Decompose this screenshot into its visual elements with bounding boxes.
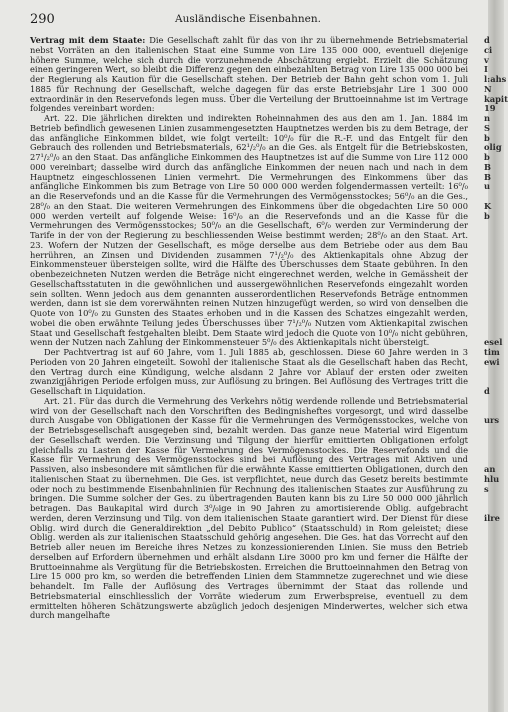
- margin-fragment: [484, 582, 504, 592]
- margin-fragment: [484, 524, 504, 534]
- margin-fragment: [484, 299, 504, 309]
- margin-fragment: an: [484, 464, 496, 474]
- page-number: 290: [30, 12, 55, 27]
- margin-fragment: [484, 641, 504, 651]
- margin-fragment: s: [484, 483, 489, 494]
- margin-fragment: ilre: [484, 512, 500, 523]
- margin-fragment: [484, 368, 504, 378]
- margin-fragment: esel: [484, 337, 503, 348]
- margin-fragment: [484, 270, 504, 280]
- margin-fragment: l:ahs: [484, 74, 507, 84]
- margin-fragment: ci: [484, 44, 493, 55]
- margin-fragment: n: [484, 113, 491, 123]
- margin-fragment: I: [484, 64, 488, 75]
- margin-fragment: urs: [484, 415, 500, 426]
- margin-fragment: [484, 397, 504, 407]
- margin-fragment: ewi: [484, 356, 500, 367]
- paragraph-lease-term: Der Pachtvertrag ist auf 60 Jahre, vom 1. Juli 1885 ab, geschlossen. Diese 60 Jahre werden in 3 Perioden von 20 Jahren eingeteilt. Sowohl der italienische Staat als die Gesellschaft haben das Recht, den Vertrag durch eine Kündigung, welche alsdann 2 Jahre vor Ablauf der ersten oder zweiten zwanzigjährigen Periode erfolgen muss, zur Auflösung zu bringen. Bei Auflösung des Vertrages tritt die Gesellschaft in Liquidation.: [30, 347, 468, 396]
- margin-fragment: hlu: [484, 473, 500, 484]
- margin-fragment: b: [484, 152, 490, 162]
- margin-fragment: [484, 280, 504, 290]
- margin-fragment: [484, 436, 504, 446]
- margin-fragment: [484, 621, 504, 631]
- margin-fragment: v: [484, 54, 489, 65]
- margin-fragment: [484, 602, 504, 612]
- margin-fragment: [484, 221, 504, 231]
- margin-fragment: [484, 543, 504, 553]
- margin-fragment: u: [484, 181, 491, 192]
- page-header: [30, 12, 466, 28]
- margin-fragment: b: [484, 210, 490, 221]
- margin-fragment: [484, 260, 504, 270]
- page-body: [30, 36, 468, 621]
- margin-fragment: B: [484, 161, 492, 172]
- margin-fragment: K: [484, 200, 492, 211]
- margin-fragment: d: [484, 35, 490, 45]
- adjacent-page-margin: [484, 35, 508, 680]
- margin-fragment: [484, 572, 504, 582]
- margin-fragment: [484, 611, 504, 621]
- margin-fragment: [484, 660, 504, 670]
- contract-text: Die Gesellschaft zahlt für das von ihr zu übernehmende Betriebsmaterial nebst Vorräten an den italienischen Staat eine Summe von Lire 135 000 000, eventuell diejenige höhere Summe, welche sich durch die vorzunehmende Abschätzung ergiebt. Erzielt die Schätzung einen geringeren Wert, so bleibt die Differenz gegen den einbezahlten Betrag von Lire 135 000 000 bei der Regierung als Kaution für die Gesellschaft stehen. Der Betrieb der Bahn geht schon vom 1. Juli 1885 für Rechnung der Gesellschaft, welche dagegen für das erste Betriebsjahr Lire 1 300 000 extraordinär in den Reservefonds legen muss. Über die Verteilung der Bruttoeinnahme ist im Vertrage folgendes vereinbart worden:: [30, 35, 469, 114]
- margin-fragment: [484, 290, 504, 300]
- paragraph-art-22: Art. 22. Die jährlichen direkten und indirekten Roheinnahmen des aus den am 1. Jan. 1884 im Betrieb befindlich gewesenen Linien zusammengesetzten Hauptnetzes werden bis zu dem Betrage, der das anfängliche Einkommen bildet, wie folgt verteilt: 10⁰/₀ für die R.-F. und das Entgelt für den Gebrauch des rollenden und Betriebsmaterials, 62¹/₂⁰/₀ an die Ges. als Entgelt für die Betriebskosten, 27¹/₂⁰/₀ an den Staat. Das anfängliche Einkommen des Hauptnetzes ist auf die Summe von Lire 112 000 000 vereinbart; dasselbe wird durch das anfängliche Einkommen der neuen nach und nach in dem Hauptnetz eingeschlossenen Linien vermehrt. Die Vermehrungen des Einkommens über das anfängliche Einkommen bis zum Betrage von Lire 50 000 000 werden folgendermassen verteilt: 16⁰/₀ an die Reservefonds und an die Kasse für die Vermehrungen des Vermögensstockes; 56⁰/₀ an die Ges., 28⁰/₀ an den Staat. Die weiteren Vermehrungen des Einkommens über die obgedachten Lire 50 000 000 werden verteilt auf folgende Weise: 16⁰/₀ an die Reservefonds und an die Kasse für die Vermehrungen des Vermögensstockes; 50⁰/₀ an die Gesellschaft, 6⁰/₀ werden zur Verminderung der Tarife in der von der Regierung zu beschliessenden Weise bestimmt werden; 28⁰/₀ an den Staat. Art. 23. Wofern der Nutzen der Gesellschaft, es möge derselbe aus dem Betriebe oder aus dem Bau herrühren, an Zinsen und Dividenden zusammen 7¹/₂⁰/₀ des Aktienkapitals ohne Abzug der Einkommensteuer übersteigen sollte, wird die Hälfte des Überschusses dem Staate gebühren. In den obenbezeichneten Nutzen werden die Beträge nicht eingerechnet werden, welche in Gemässheit der Gesellschaftsstatuten in die gewöhnlichen und aussergewöhnlichen Reservefonds eingezahlt worden sein sollten. Wenn jedoch aus dem genannten ausserordentlichen Reservefonds Beträge entnommen werden, dann ist sie dem vorerwähnten reinen Nutzen hinzugefügt werden, so wird von denselben die Quote von 10⁰/₀ zu Gunsten des Staates erhoben und in die Kassen des Schatzes eingezahlt werden, wobei die oben erwähnte Teilung jedes Überschusses über 7¹/₂⁰/₀ Nutzen vom Aktienkapital zwischen Staat und Gesellschaft festgehalten bleibt. Dem Staate wird jedoch die Quote von 10⁰/₀ nicht gebühren, wenn der Nutzen nach Zahlung der Einkommensteuer 5⁰/₀ des Aktienkapitals nicht übersteigt.: [30, 113, 468, 348]
- margin-fragment: [484, 241, 504, 251]
- margin-fragment: [484, 670, 504, 680]
- margin-fragment: N: [484, 83, 492, 94]
- paragraph-contract: [30, 36, 468, 114]
- margin-fragment: [484, 309, 504, 319]
- margin-fragment: [484, 319, 504, 329]
- margin-fragment: olig: [484, 142, 502, 153]
- margin-fragment: b: [484, 132, 490, 143]
- margin-fragment: 19: [484, 103, 496, 114]
- margin-fragment: [484, 650, 504, 660]
- margin-fragment: kapit: [484, 93, 508, 104]
- margin-fragment: [484, 553, 504, 563]
- running-title: Ausländische Eisenbahnen.: [175, 13, 321, 25]
- margin-fragment: d: [484, 386, 490, 396]
- margin-fragment: [484, 231, 504, 241]
- margin-fragment: S: [484, 122, 490, 133]
- margin-fragment: [484, 426, 504, 436]
- paragraph-art-21: Art. 21. Für das durch die Vermehrung des Verkehrs nötig werdende rollende und Betriebsmaterial wird von der Gesellschaft nach den Vorschriften des Bedingnisheftes vorgesorgt, und wird dasselbe durch Ausgabe von Obligationen der Kasse für die Vermehrungen des Vermögensstockes, welche von der Betriebsgesellschaft ausgegeben sind, bezahlt werden. Das ganze neue Material wird Eigentum der Gesellschaft werden. Die Verzinsung und Tilgung der hierfür emittierten Obligationen erfolgt gleichfalls zu Lasten der Kasse für Vermehrung des Vermögensstockes. Die Reservefonds und die Kasse für Vermehrung des Vermögensstockes sind bei Auflösung des Vertrages mit Aktiven und Passiven, also insbesondere mit sämtlichen für die erwähnte Kasse emittierten Obligationen, durch den italienischen Staat zu übernehmen. Die Ges. ist verpflichtet, neue durch das Gesetz bereits bestimmte oder noch zu bestimmende Eisenbahnlinien für Rechnung des italienischen Staates zur Ausführung zu bringen. Die Summe solcher der Ges. zu übertragenden Bauten kann bis zu Lire 50 000 000 jährlich betragen. Das Baukapital wird durch 3⁰/₀ige in 90 Jahren zu amortisierende Oblig. aufgebracht werden, deren Verzinsung und Tilg. von dem italienischen Staate garantiert wird. Der Dienst für diese Oblig. wird durch die Generaldirektion „del Debito Publico“ (Staatsschuld) in Rom geleistet; diese Oblig. werden als zur italienischen Staatsschuld gehörig angesehen. Die Ges. hat das Vorrecht auf den Betrieb aller neuen im Bereiche ihres Netzes zu konzessionierenden Linien. Sie muss den Betrieb derselben auf Erfordern übernehmen und erhält alsdann Lire 3000 pro km und ferner die Hälfte der Bruttoeinnahme als Vergütung für die Betriebskosten. Erreichen die Bruttoeinnahmen den Betrag von Lire 15 000 pro km, so werden die betreffenden Linien dem Stammnetze zugerechnet und wie diese behandelt. Im Falle der Auflösung des Vertrages übernimmt der Staat das rollende und Betriebsmaterial einschliesslich der Vorräte wiederum zum Erwerbspreise, eventuell zu dem ermittelten höheren Schätzungswerte abzüglich jedoch desjenigen Minderwertes, welcher sich etwa durch mangelhafte: [30, 395, 468, 621]
- margin-fragment: B: [484, 171, 492, 182]
- margin-fragment: [484, 446, 504, 456]
- margin-fragment: [484, 533, 504, 543]
- margin-fragment: tim: [484, 347, 500, 357]
- margin-fragment: [484, 563, 504, 573]
- margin-fragment: [484, 592, 504, 602]
- contract-lead: Vertrag mit dem Staate:: [30, 35, 146, 45]
- margin-fragment: [484, 251, 504, 261]
- margin-fragment: [484, 494, 504, 504]
- margin-fragment: [484, 631, 504, 641]
